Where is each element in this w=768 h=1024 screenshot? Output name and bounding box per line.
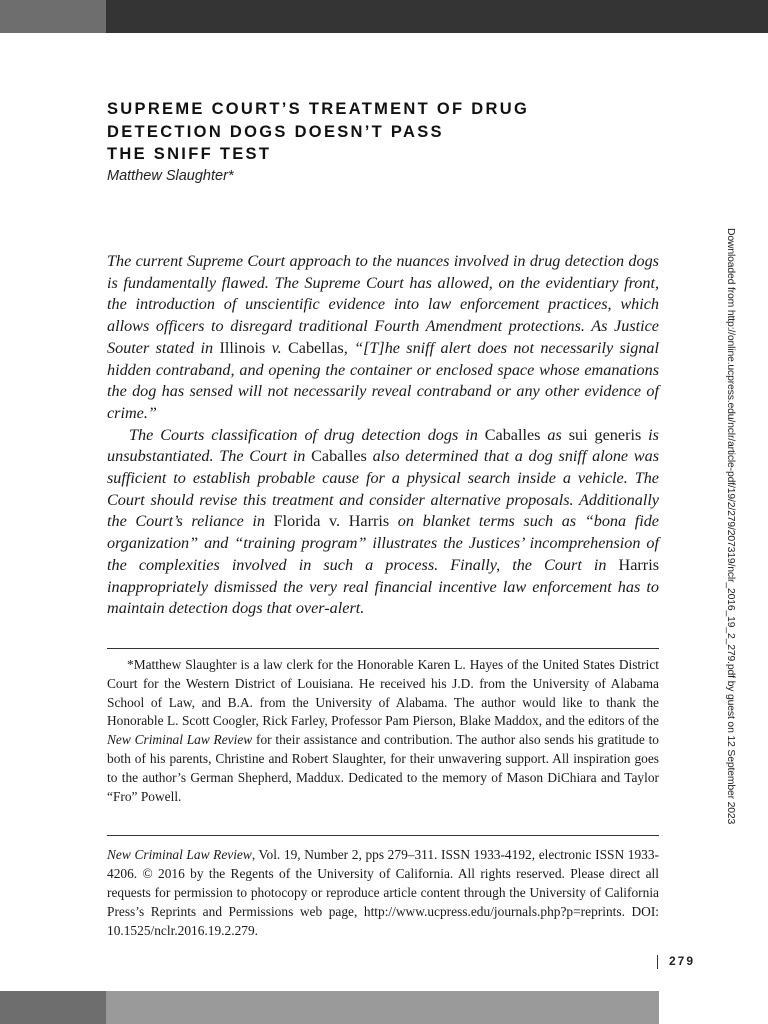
article-title (107, 98, 667, 166)
abstract-paragraph-1 (107, 251, 659, 425)
abstract-paragraph-2 (107, 425, 659, 620)
citation-text: , Vol. 19, Number 2, pps 279–311. ISSN 1933-4192, electronic ISSN 1933-4206. © 2016 by the Regents of the University of California. All rights reserved. Please direct all requests for permission to photocopy or reproduce article content through the University of California Press’s Reprints and Permissions web page, http://www.ucpress.edu/journals.php?p=reprints. DOI: 10.1525/nclr.2016.19.2.279. (107, 847, 660, 938)
abstract-text: v. (265, 338, 288, 357)
download-watermark: Downloaded from http://online.ucpress.edu/nclr/article-pdf/19/2/279/207319/nclr_2016_19_2_279.pdf by guest on 12 September 2023 (725, 228, 736, 825)
abstract-text: on blanket terms such as “bona fide organization” and “training program” illustrates the Justices’ incomprehension of the complexities involved in such a process. Finally, the Court in (107, 512, 659, 574)
article-title-line: SUPREME COURT’S TREATMENT OF DRUG (107, 100, 530, 118)
abstract-text: is unsubstantiated. The Court in (107, 425, 659, 466)
citation-block (107, 845, 659, 940)
header-band-accent (0, 0, 106, 33)
footnote-text: for their assistance and contribution. The author also sends his gratitude to both of his parents, Christine and Robert Slaughter, for their unwavering support. All inspiration goes to the author’s German Shepherd, Maddux. Dedicated to the memory of Mason DiChiara and Taylor “Fro” Powell. (107, 732, 659, 804)
journal-name: New Criminal Law Review (107, 847, 252, 862)
abstract-text: The current Supreme Court approach to the nuances involved in drug detection dogs is fundamentally flawed. The Supreme Court has allowed, on the evidentiary front, the introduction of unscientific evidence into law enforcement practices, which allows officers to disregard traditional Fourth Amendment protections. As Justice Souter stated in (107, 252, 659, 357)
page-number: 279 (669, 954, 696, 968)
latin-term: sui generis (568, 425, 642, 444)
abstract (107, 251, 659, 620)
footer-band-accent (0, 991, 106, 1024)
abstract-text: as (540, 425, 569, 444)
case-name: Caballes (484, 425, 541, 444)
citation-divider (107, 835, 659, 836)
abstract-text: inappropriately dismissed the very real financial incentive law enforcement has to maintain detection dogs that over-alert. (107, 577, 659, 618)
abstract-text: , “[T]he sniff alert does not necessarily signal hidden contraband, and opening the container or enclosed space whose emanations the dog has sensed will not necessarily reveal contraband or any other evidence of crime.” (107, 338, 660, 422)
header-band (106, 0, 768, 33)
journal-name: New Criminal Law Review (107, 732, 253, 748)
case-name: Cabellas (287, 338, 344, 357)
footer-band (106, 991, 659, 1024)
case-name: Caballes (311, 447, 367, 466)
footnote-text: *Matthew Slaughter is a law clerk for the Honorable Karen L. Hayes of the United States District Court for the Western District of Louisiana. He received his J.D. from the University of Alabama School of Law, and B.A. from the University of Alabama. The author would like to thank the Honorable L. Scott Coogler, Rick Farley, Professor Pam Pierson, Blake Maddox, and the editors of the (107, 657, 659, 729)
article-title-line: THE SNIFF TEST (107, 145, 272, 163)
footnote-divider (107, 648, 659, 649)
case-name: Florida v. Harris (273, 512, 390, 531)
article-title-line: DETECTION DOGS DOESN’T PASS (107, 122, 444, 141)
case-name: Harris (618, 555, 659, 574)
abstract-text: also determined that a dog sniff alone was sufficient to establish probable cause for a physical search inside a vehicle. The Court should revise this treatment and consider alternative proposals. Additionally the Court’s reliance in (107, 447, 659, 531)
article-author: Matthew Slaughter* (107, 168, 234, 184)
abstract-text: The Courts classification of drug detection dogs in (129, 425, 485, 444)
case-name: Illinois (219, 338, 266, 357)
page-number-divider (657, 955, 658, 969)
author-footnote (107, 656, 659, 806)
